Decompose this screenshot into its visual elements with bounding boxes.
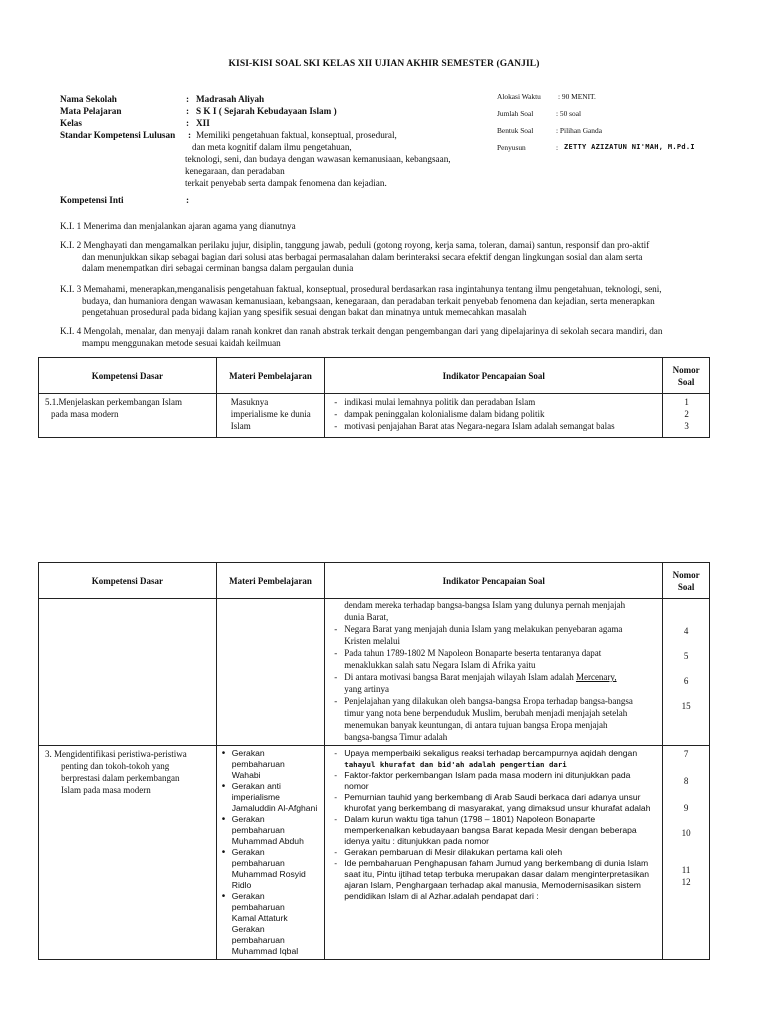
kd-text: 3. Mengidentifikasi peristiwa-peristiwa [45, 749, 187, 759]
list-item: - Ide pembaharuan Penghapusan faham Jumud yang berkembang di dunia Islam [331, 858, 657, 869]
kisi-table-1 [38, 357, 710, 438]
exam-meta: Alokasi Waktu : 90 MENIT. Jumlah Soal : 50 soal Bentuk Soal : Pilihan Ganda Penyusun : ZETTY AZIZATUN NI'MAH, M.Pd.I [497, 88, 747, 156]
skl-line-1: Memiliki pengetahuan faktual, konseptual, prosedural, [196, 130, 397, 140]
ki-1: K.I. 1 Menerima dan menjalankan ajaran agama yang dianutnya [60, 221, 296, 231]
subject-label: Mata Pelajaran [60, 106, 122, 116]
document-title: KISI-KISI SOAL SKI KELAS XII UJIAN AKHIR SEMESTER (GANJIL) [228, 59, 540, 69]
table-row: dendam mereka terhadap bangsa-bangsa Islam yang dulunya pernah menjajah dunia Barat, - Negara Barat yang menjajah dunia Islam yang melakukan penyebaran agama Kristen melalui - Pada tahun 1789-1802 M Napoleon Bonaparte beserta tentaranya dapat menaklukkan salah satu Negara Islam di Afrika yaitu - Di antara motivasi bangsa Barat menjajah wilayah Islam adalah Mercenary, yang artinya - Penjelajahan yang dilakukan oleh bangsa-bangsa Eropa terhadap bangsa-bangsa timur yang nota bene berpenduduk Muslim, berubah menjadi menjajah setelah menemukan banyak keuntungan, di antara tujuan bangsa Eropa menjajah bangsa-bangsa Timur adalah 4 5 6 15 [39, 599, 710, 746]
list-item: - motivasi penjajahan Barat atas Negara-negara Islam adalah semangat balas [331, 420, 657, 432]
subject: S K I ( Sejarah Kebudayaan Islam ) [196, 106, 337, 116]
list-item: • Gerakan anti imperialisme Jamaluddin Al-Afghani [221, 781, 320, 814]
indikator-list: dendam mereka terhadap bangsa-bangsa Islam yang dulunya pernah menjajah dunia Barat, - Negara Barat yang menjajah dunia Islam yang melakukan penyebaran agama Kristen melalui - Pada tahun 1789-1802 M Napoleon Bonaparte beserta tentaranya dapat menaklukkan salah satu Negara Islam di Afrika yaitu - Di antara motivasi bangsa Barat menjajah wilayah Islam adalah Mercenary, yang artinya - Penjelajahan yang dilakukan oleh bangsa-bangsa Eropa terhadap bangsa-bangsa timur yang nota bene berpenduduk Muslim, berubah menjadi menjajah setelah menemukan banyak keuntungan, di antara tujuan bangsa Eropa menjajah bangsa-bangsa Timur adalah [331, 599, 657, 743]
table-row: 3. Mengidentifikasi peristiwa-peristiwa penting dan tokoh-tokoh yang berprestasi dalam perkembangan Islam pada masa modern • Gerakan pembaharuan Wahabi • Gerakan anti imperialisme Jamaluddin Al-Afghani • Gerakan pembaharuan Muhammad Abduh • Gerakan pembaharuan Muhammad Rosyid Ridlo • Gerakan pembaharuan Kamal Attaturk Gerakan pembaharuan Muhammad Iqbal - Upaya memperbaiki sekaligus reaksi terhadap bercampurnya aqidah dengan tahayul khurafat dan bid'ah adalah pengertian dari - Faktor-faktor perkembangan Islam pada masa modern ini ditunjukkan pada nomor - Pemurnian tauhid yang berkembang di Arab Saudi berkaca dari adanya unsur khurofat yang berkembang di masyarakat, yang dimaksud unsur khurafat adalah - Dalam kurun waktu tiga tahun (1798 – 1801) Napoleon Bonaparte memperkenalkan kebudayaan bangsa Barat kepada Mesir dengan beberapa idenya yaitu : ditunjukkan pada nomor - Gerakan pembaruan di Mesir dilakukan pertama kali oleh - Ide pembaharuan Penghapusan faham Jumud yang berkembang di dunia Islam saat itu, Pintu ijtihad tetap terbuka merupakan dasar dalam menginterpretasikan ajaran Islam, Penghargaan terhadap akal manusia, Memodernisasikan sistem pendidikan Islam di al Azhar.adalah pendapat dari : 7 8 9 10 11 12 [39, 746, 710, 960]
list-item: - Dalam kurun waktu tiga tahun (1798 – 1801) Napoleon Bonaparte [331, 814, 657, 825]
count-label: Jumlah Soal [497, 109, 534, 118]
school-info: Nama Sekolah : Madrasah Aliyah Mata Pelajaran : S K I ( Sejarah Kebudayaan Islam ) Kelas : XII Standar Kompetensi Lulusan : Memiliki pengetahuan faktual, konseptual, prosedural, dan meta kognitif dalam ilmu pengetahuan, teknologi, seni, dan budaya dengan wawasan kemanusiaan, kebangsaan, kenegaraan, dan peradaban terkait penyebab serta dampak fenomena dan kejadian. Kompetensi Inti : [60, 93, 480, 206]
list-item: - dampak peninggalan kolonialisme dalam bidang politik [331, 408, 657, 420]
school-name: Madrasah Aliyah [196, 94, 265, 104]
list-item: • Gerakan pembaharuan Muhammad Rosyid Ridlo [221, 847, 320, 891]
indikator-list: - Upaya memperbaiki sekaligus reaksi terhadap bercampurnya aqidah dengan tahayul khurafat dan bid'ah adalah pengertian dari - Faktor-faktor perkembangan Islam pada masa modern ini ditunjukkan pada nomor - Pemurnian tauhid yang berkembang di Arab Saudi berkaca dari adanya unsur khurofat yang berkembang di masyarakat, yang dimaksud unsur khurafat adalah - Dalam kurun waktu tiga tahun (1798 – 1801) Napoleon Bonaparte memperkenalkan kebudayaan bangsa Barat kepada Mesir dengan beberapa idenya yaitu : ditunjukkan pada nomor - Gerakan pembaruan di Mesir dilakukan pertama kali oleh - Ide pembaharuan Penghapusan faham Jumud yang berkembang di dunia Islam saat itu, Pintu ijtihad tetap terbuka merupakan dasar dalam menginterpretasikan ajaran Islam, Penghargaan terhadap akal manusia, Memodernisasikan sistem pendidikan Islam di al Azhar.adalah pendapat dari : [331, 748, 657, 902]
materi-list [221, 748, 320, 957]
class-label: Kelas [60, 118, 82, 128]
list-item: - indikasi mulai lemahnya politik dan peradaban Islam [331, 396, 657, 408]
list-item: - Faktor-faktor perkembangan Islam pada masa modern ini ditunjukkan pada [331, 770, 657, 781]
table-row: 5.1.Menjelaskan perkembangan Islam pada masa modern Masuknya imperialisme ke dunia Islam - indikasi mulai lemahnya politik dan peradaban Islam - dampak peninggalan kolonialisme dalam bidang politik - motivasi penjajahan Barat atas Negara-negara Islam adalah semangat balas 1 2 3 [39, 394, 710, 438]
ki-label: Kompetensi Inti [60, 195, 124, 205]
list-item: - Negara Barat yang menjajah dunia Islam yang melakukan penyebaran agama [331, 623, 657, 635]
list-item: - Upaya memperbaiki sekaligus reaksi terhadap bercampurnya aqidah dengan [331, 748, 657, 759]
kisi-table-2 [38, 562, 710, 960]
indikator-list [331, 396, 657, 432]
header-materi: Materi Pembelajaran [216, 563, 325, 599]
skl-line-2: dan meta kognitif dalam ilmu pengetahuan, [192, 142, 352, 152]
header-kd: Kompetensi Dasar [39, 358, 217, 394]
skl-line-5: terkait penyebab serta dampak fenomena dan kejadian. [185, 178, 387, 188]
list-item: - Di antara motivasi bangsa Barat menjajah wilayah Islam adalah Mercenary, [331, 671, 657, 683]
skl-line-3: teknologi, seni, dan budaya dengan wawasan kemanusiaan, kebangsaan, [185, 154, 451, 164]
header-materi: Materi Pembelajaran [216, 358, 325, 394]
skl-line-4: kenegaraan, dan peradaban [185, 166, 285, 176]
header-indikator: Indikator Pencapaian Soal [325, 358, 663, 394]
count-value: : 50 soal [556, 109, 582, 118]
header-nomor: Nomor Soal [663, 563, 710, 599]
list-item: • Gerakan pembaharuan Muhammad Abduh [221, 814, 320, 847]
ki-3: K.I. 3 Memahami, menerapkan,menganalisis pengetahuan faktual, konseptual, prosedural berdasarkan rasa ingintahunya tentang ilmu pengetahuan, teknologi, seni, budaya, dan humaniora dengan wawasan kemanusiaan, kebangsaan, kenegaraan, dan peradaban terkait penyebab fenomena dan kejadian, serta menerapkan pengetahuan prosedural pada bidang kajian yang spesifik sesuai dengan bakat dan minatnya untuk memecahkan masalah [60, 284, 662, 317]
materi-text: Masuknya [230, 397, 269, 407]
list-item: - Pemurnian tauhid yang berkembang di Arab Saudi berkaca dari adanya unsur [331, 792, 657, 803]
author-value: ZETTY AZIZATUN NI'MAH, M.Pd.I [564, 143, 695, 151]
header-kd: Kompetensi Dasar [39, 563, 217, 599]
list-item: • Gerakan pembaharuan Wahabi [221, 748, 320, 781]
header-nomor: Nomor Soal [663, 358, 710, 394]
list-item: - Pada tahun 1789-1802 M Napoleon Bonaparte beserta tentaranya dapat [331, 647, 657, 659]
skl-label: Standar Kompetensi Lulusan [60, 130, 176, 140]
kd-text: 5.1.Menjelaskan perkembangan Islam [45, 397, 182, 407]
form-value: : Pilihan Ganda [556, 126, 602, 135]
author-label: Penyusun [497, 143, 526, 152]
class-value: XII [196, 118, 210, 128]
form-label: Bentuk Soal [497, 126, 534, 135]
time-value: : 90 MENIT. [558, 92, 596, 101]
header-indikator: Indikator Pencapaian Soal [325, 563, 663, 599]
time-label: Alokasi Waktu [497, 92, 541, 101]
list-item: Gerakan pembaharuan Muhammad Iqbal [231, 924, 299, 956]
list-item: • Gerakan pembaharuan Kamal Attaturk [221, 891, 320, 924]
ki-2: K.I. 2 Menghayati dan mengamalkan perilaku jujur, disiplin, tanggung jawab, peduli (gotong royong, kerja sama, toleran, damai) santun, responsif dan pro-aktif dan menunjukkan sikap sebagai bagian dari solusi atas berbagai permasalahan dalam berinteraksi secara efektif dengan lingkungan sosial dan alam serta dalam menempatkan diri sebagai cerminan bangsa dalam pergaulan dunia [60, 240, 650, 273]
list-item: - Penjelajahan yang dilakukan oleh bangsa-bangsa Eropa terhadap bangsa-bangsa [331, 695, 657, 707]
ki-4: K.I. 4 Mengolah, menalar, dan menyaji dalam ranah konkret dan ranah abstrak terkait dengan pengembangan dari yang dipelajarinya di sekolah secara mandiri, dan mampu menggunakan metode sesuai kaidah keilmuan [60, 326, 663, 348]
school-name-label: Nama Sekolah [60, 94, 117, 104]
list-item: - Gerakan pembaruan di Mesir dilakukan pertama kali oleh [331, 847, 657, 858]
